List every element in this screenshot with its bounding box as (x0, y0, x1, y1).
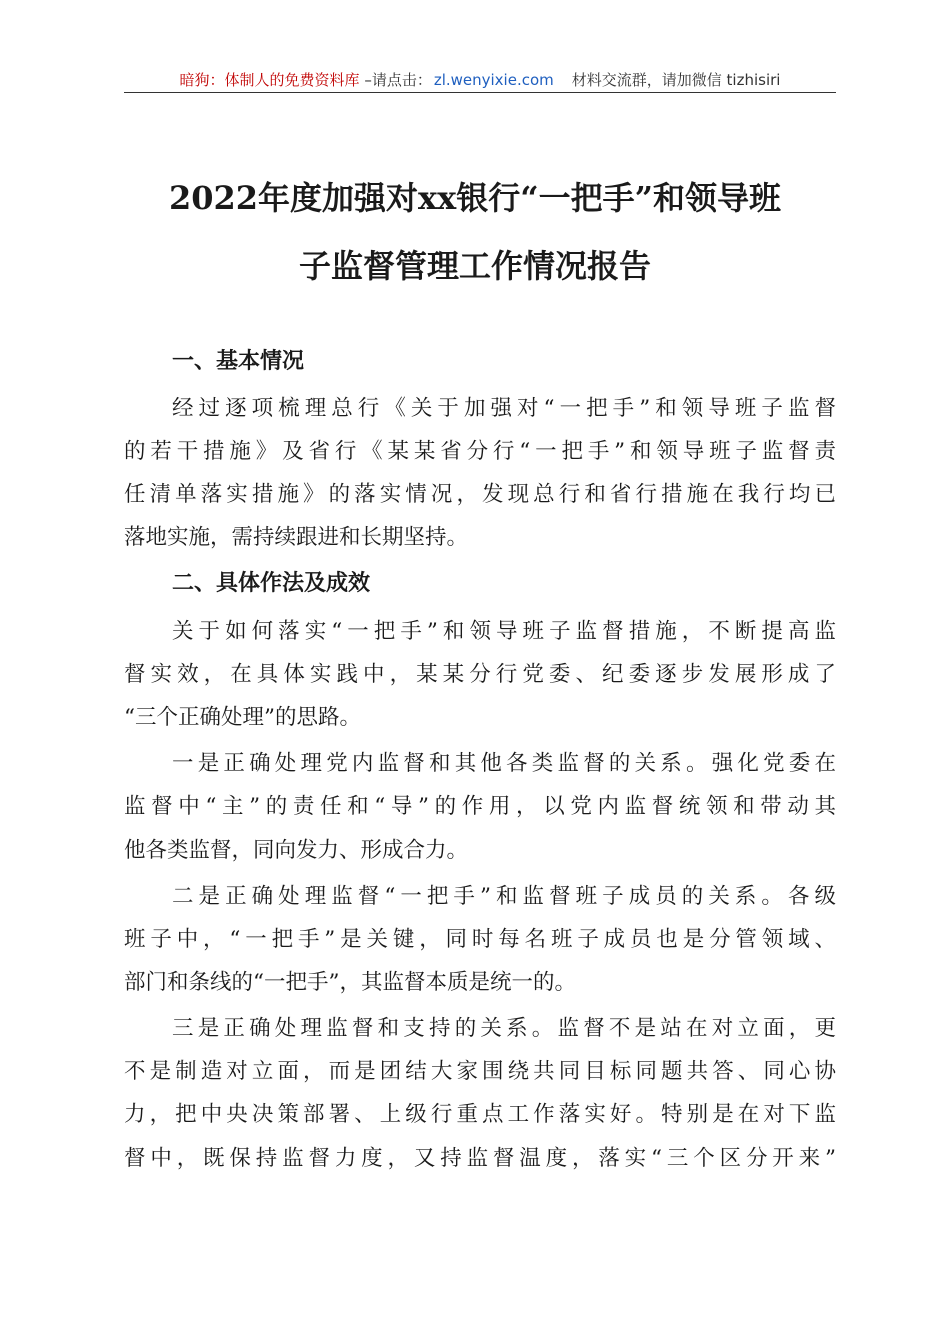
header-brand: 暗狗：体制人的免费资料库 (179, 71, 360, 89)
document-title-line-1: 2022年度加强对xx银行“一把手”和领导班 (168, 179, 782, 217)
paragraph-line: 督实效，在具体实践中，某某分行党委、纪委逐步发展形成了 (124, 662, 836, 687)
paragraph-line: 一是正确处理党内监督和其他各类监督的关系。强化党委在 (172, 751, 836, 776)
document-title-line-2: 子监督管理工作情况报告 (298, 247, 651, 285)
paragraph-line: 三是正确处理监督和支持的关系。监督不是站在对立面，更 (172, 1016, 836, 1041)
paragraph-line: 任清单落实措施》的落实情况，发现总行和省行措施在我行均已 (124, 482, 836, 507)
paragraph-line: 他各类监督，同向发力、形成合力。 (124, 838, 469, 863)
header-contact: 材料交流群，请加微信 tizhisiri (571, 71, 781, 89)
section-heading-practices: 二、具体作法及成效 (172, 571, 371, 596)
paragraph-line: 力，把中央决策部署、上级行重点工作落实好。特别是在对下监 (124, 1102, 836, 1127)
paragraph-line: 落地实施，需持续跟进和长期坚持。 (124, 525, 469, 550)
paragraph-line: 关于如何落实“一把手”和领导班子监督措施，不断提高监 (172, 619, 836, 644)
paragraph-line: “三个正确处理”的思路。 (124, 705, 361, 730)
paragraph-line: 的若干措施》及省行《某某省分行“一把手”和领导班子监督责 (124, 439, 836, 464)
paragraph-line: 不是制造对立面，而是团结大家围绕共同目标同题共答、同心协 (124, 1059, 836, 1084)
paragraph-line: 督中，既保持监督力度，又持监督温度，落实“三个区分开来” (124, 1146, 836, 1171)
paragraph-line: 部门和条线的“一把手”，其监督本质是统一的。 (124, 970, 576, 995)
section-heading-basic-info: 一、基本情况 (172, 349, 305, 374)
paragraph-line: 班子中，“一把手”是关键，同时每名班子成员也是分管领域、 (124, 927, 836, 952)
paragraph-line: 经过逐项梳理总行《关于加强对“一把手”和领导班子监督 (172, 396, 836, 421)
header-prompt: –请点击： (359, 71, 432, 89)
paragraph-line: 监督中“主”的责任和“导”的作用，以党内监督统领和带动其 (124, 794, 836, 819)
header-url-link[interactable]: zl.wenyixie.com (433, 71, 554, 89)
paragraph-line: 二是正确处理监督“一把手”和监督班子成员的关系。各级 (172, 884, 836, 909)
page-header (124, 68, 836, 93)
